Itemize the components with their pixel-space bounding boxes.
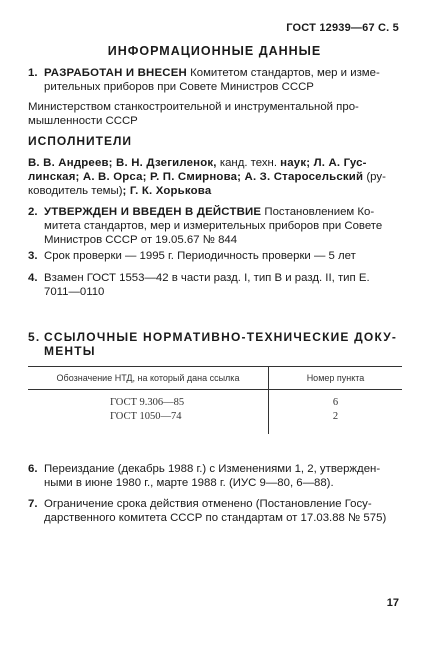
- item-3-number: 3.: [28, 250, 38, 262]
- item-4-number: 4.: [28, 272, 38, 284]
- item-6-line2: ными в июне 1980 г., марте 1988 г. (ИУС 9—80, 6—88).: [44, 477, 334, 489]
- table-header-item-number: Номер пункта: [269, 367, 403, 390]
- item-5-heading-line1: ССЫЛОЧНЫЕ НОРМАТИВНО-ТЕХНИЧЕСКИЕ ДОКУ-: [44, 330, 398, 344]
- item-1-paragraph-2: [28, 100, 400, 128]
- item-5-heading: [28, 330, 400, 358]
- executors-line3-a: ководитель темы): [28, 185, 123, 197]
- table-row: [28, 390, 402, 411]
- gost-reference-header: ГОСТ 12939—67 С. 5: [286, 22, 399, 34]
- item-5-number: 5.: [28, 330, 41, 344]
- item-6-line1: Переиздание (декабрь 1988 г.) с Изменениями 1, 2, утвержден-: [44, 463, 381, 475]
- page-title: ИНФОРМАЦИОННЫЕ ДАННЫЕ: [107, 44, 322, 58]
- page-number: 17: [386, 597, 399, 609]
- item-7-text: [44, 497, 400, 525]
- item-4-line2: 7011—0110: [44, 286, 105, 298]
- table-header-designation: Обозначение НТД, на который дана ссылка: [28, 367, 269, 390]
- executors-line2-b: (ру-: [363, 171, 386, 183]
- executors-line1-a: В. В. Андреев; В. Н. Дзегиленок,: [28, 157, 217, 169]
- item-1-lead: РАЗРАБОТАН И ВНЕСЕН: [44, 67, 187, 79]
- item-2-line3: Министров СССР от 19.05.67 № 844: [44, 234, 238, 246]
- reference-documents-table: [28, 366, 402, 434]
- executors-list: [28, 156, 400, 198]
- item-1-line1-rest: Комитетом стандартов, мер и изме-: [186, 67, 380, 79]
- item-1-text: [44, 66, 400, 94]
- item-1-number: 1.: [28, 67, 38, 79]
- table-cell-designation: ГОСТ 1050—74: [110, 411, 182, 422]
- item-7-line2: дарственного комитета СССР по стандартам от 17.03.88 № 575): [44, 512, 387, 524]
- item-2-text: [44, 205, 400, 247]
- item-6-text: [44, 462, 400, 490]
- item-7-number: 7.: [28, 498, 38, 510]
- table-cell-designation: ГОСТ 9.306—85: [110, 397, 185, 408]
- item-6-number: 6.: [28, 463, 38, 475]
- executors-line3-b: ; Г. К. Хорькова: [122, 185, 212, 197]
- item-3-text: Срок проверки — 1995 г. Периодичность проверки — 5 лет: [44, 250, 356, 262]
- item-1-para2-line2: мышленности СССР: [28, 115, 138, 127]
- item-2-number: 2.: [28, 206, 38, 218]
- table-cell-item-number: 2: [269, 410, 403, 434]
- table-header-row: [28, 367, 402, 390]
- executors-line1-b: канд. техн.: [216, 157, 281, 169]
- executors-heading: ИСПОЛНИТЕЛИ: [28, 134, 133, 148]
- item-4-text: [44, 271, 400, 299]
- item-1-para2-line1: Министерством станкостроительной и инструментальной про-: [28, 101, 359, 113]
- item-2-lead: УТВЕРЖДЕН И ВВЕДЕН В ДЕЙСТВИЕ: [44, 206, 262, 218]
- executors-line2-a: линская; А. В. Орса; Р. П. Смирнова; А. З. Старосельский: [28, 171, 364, 183]
- item-7-line1: Ограничение срока действия отменено (Постановление Госу-: [44, 498, 372, 510]
- table-row: [28, 410, 402, 434]
- item-5-heading-line2: МЕНТЫ: [44, 344, 96, 358]
- item-1-line2: рительных приборов при Совете Министров СССР: [44, 81, 314, 93]
- executors-line1-c: наук; Л. А. Гус-: [280, 157, 367, 169]
- item-2-line1-rest: Постановлением Ко-: [261, 206, 375, 218]
- table-cell-item-number: 6: [269, 390, 403, 411]
- item-4-line1: Взамен ГОСТ 1553—42 в части разд. I, тип В и разд. II, тип Е.: [44, 272, 370, 284]
- item-2-line2: митета стандартов, мер и измерительных приборов при Совете: [44, 220, 383, 232]
